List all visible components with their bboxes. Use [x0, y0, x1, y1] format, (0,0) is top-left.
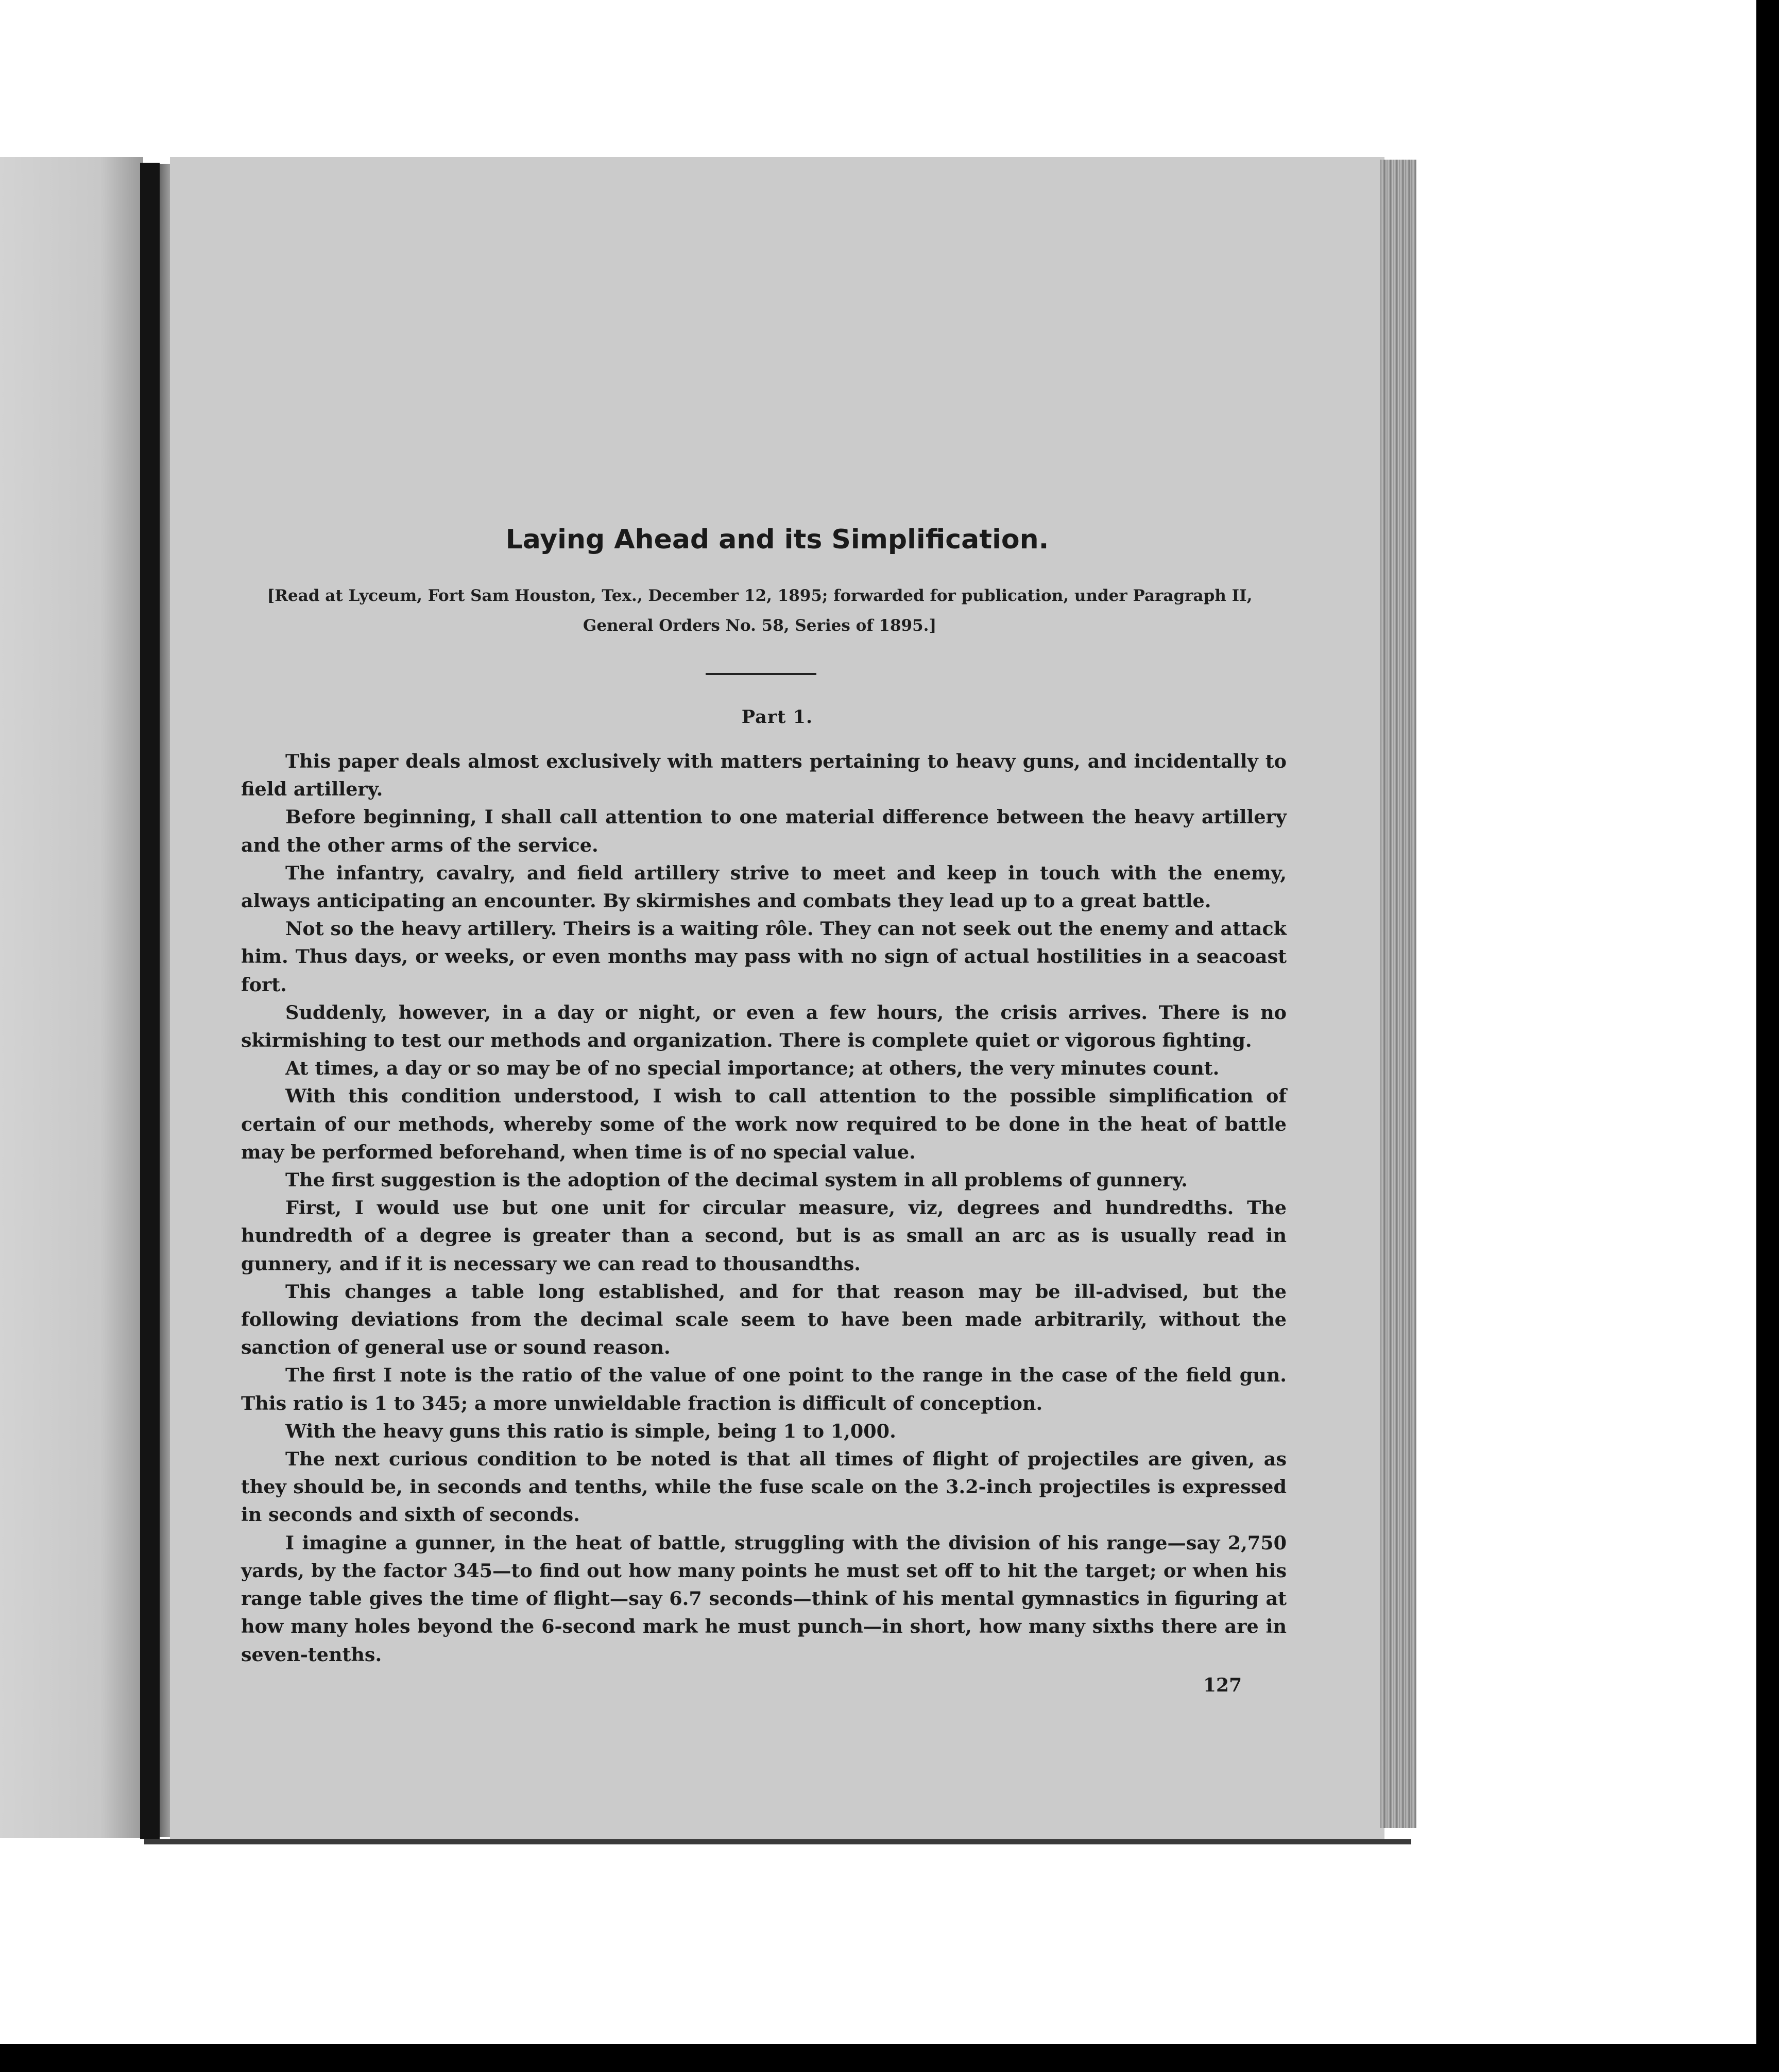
book-spine: [140, 163, 160, 1839]
article-body: [241, 748, 1287, 1669]
paragraph: With the heavy guns this ratio is simple, being 1 to 1,000.: [285, 1420, 896, 1442]
paragraph: I imagine a gunner, in the heat of battle, struggling with the division of his range—say 2,750 yards, by the factor 345—to find out how many points he must set off to hit the target; or when his range table gives the time of flight—say 6.7 seconds—think of his mental gymnastics in figuring at how many holes beyond the 6-second mark he must punch—in short, how many sixths there are in seven-tenths.: [241, 1531, 1287, 1666]
section-divider: [706, 673, 816, 675]
paragraph: Suddenly, however, in a day or night, or even a few hours, the crisis arrives. There is no skirmishing to test our methods and organization. There is complete quiet or vigorous fighting.: [241, 1001, 1287, 1052]
paragraph: The infantry, cavalry, and field artillery strive to meet and keep in touch with the enemy, always anticipating an encounter. By skirmishes and combats they lead up to a great battle.: [241, 861, 1287, 912]
paragraph: The first I note is the ratio of the value of one point to the range in the case of the field gun. This ratio is 1 to 345; a more unwieldable fraction is difficult of conception.: [241, 1364, 1287, 1414]
paragraph: Before beginning, I shall call attention to one material difference between the heavy artillery and the other arms of the service.: [241, 806, 1287, 856]
article-title: Laying Ahead and its Simplification.: [505, 524, 1049, 555]
paragraph: With this condition understood, I wish to call attention to the possible simplification of certain of our methods, whereby some of the work now required to be done in the heat of battle may be performed beforehand, when time is of no special value.: [241, 1085, 1287, 1163]
facing-page-edge: [0, 157, 143, 1838]
page-bottom-edge: [144, 1839, 1411, 1844]
article-subtitle: [Read at Lyceum, Fort Sam Houston, Tex., December 12, 1895; forwarded for publication, under Paragraph II, General Orders No. 58, Series of 1895.]: [267, 586, 1253, 635]
paragraph: This changes a table long established, and for that reason may be ill-advised, but the following deviations from the decimal scale seem to have been made arbitrarily, without the sanction of general use or sound reason.: [241, 1280, 1287, 1359]
paragraph: The next curious condition to be noted is that all times of flight of projectiles are given, as they should be, in seconds and tenths, while the fuse scale on the 3.2-inch projectiles is expressed in seconds and sixth of seconds.: [241, 1448, 1287, 1526]
paragraph: At times, a day or so may be of no special importance; at others, the very minutes count.: [285, 1057, 1220, 1080]
paragraph: The first suggestion is the adoption of the decimal system in all problems of gunnery.: [285, 1169, 1188, 1192]
paragraph: First, I would use but one unit for circular measure, viz, degrees and hundredths. The hundredth of a degree is greater than a second, but is as small an arc as is usually read in gunnery, and if it is necessary we can read to thousandths.: [241, 1197, 1287, 1275]
paragraph: This paper deals almost exclusively with matters pertaining to heavy guns, and incidentally to field artillery.: [241, 750, 1287, 801]
page-number: 127: [1203, 1674, 1242, 1696]
part-heading: Part 1.: [741, 706, 813, 728]
page-stack-edges: [1380, 160, 1416, 1828]
paragraph: Not so the heavy artillery. Theirs is a waiting rôle. They can not seek out the enemy and attack him. Thus days, or weeks, or even months may pass with no sign of actual hostilities in a seacoast fort.: [241, 918, 1287, 996]
